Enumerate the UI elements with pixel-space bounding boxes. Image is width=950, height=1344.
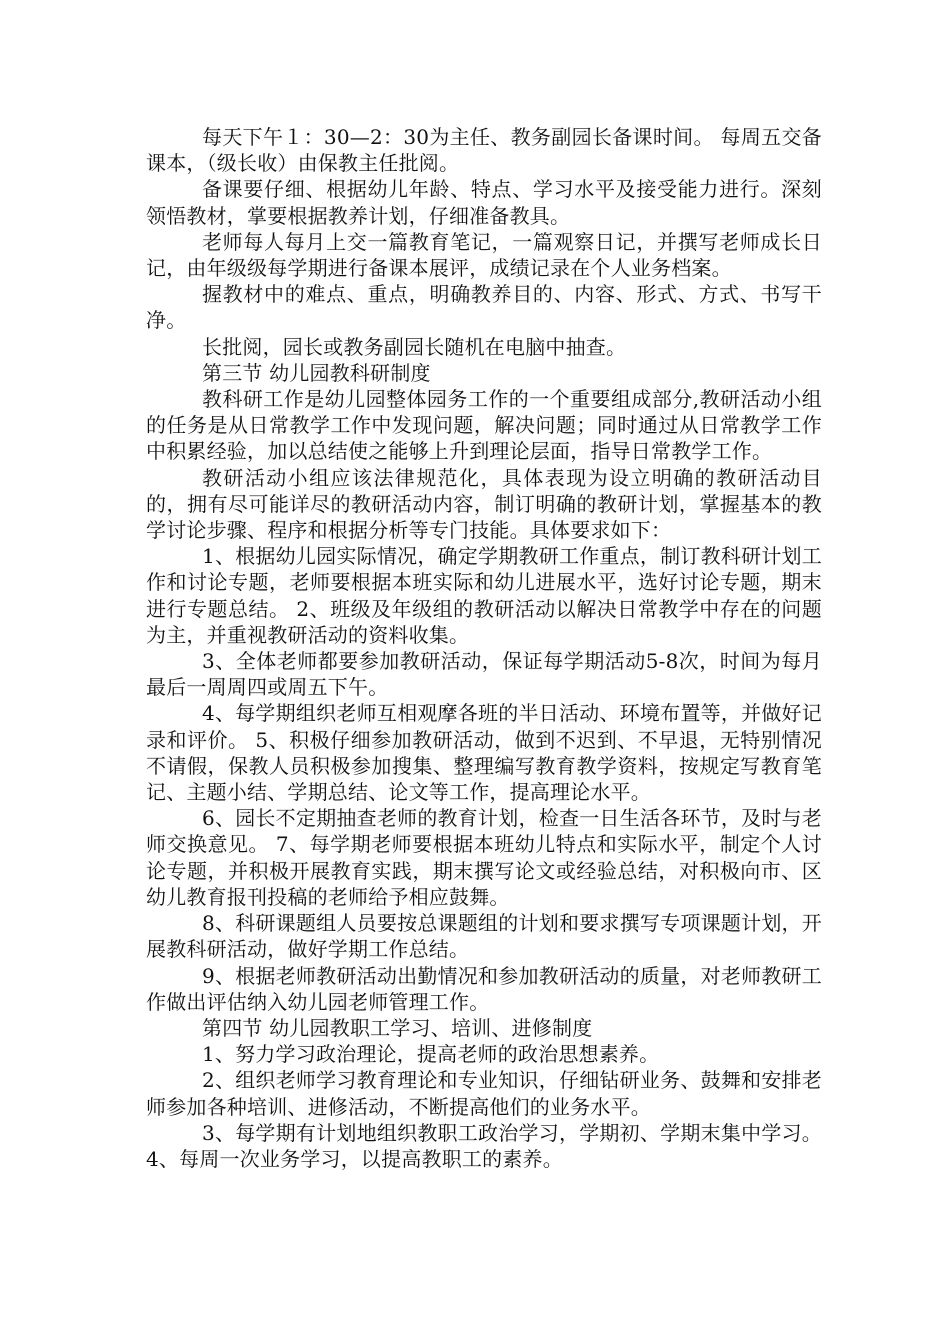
paragraph-review: 长批阅，园长或教务副园长随机在电脑中抽查。: [202, 334, 627, 359]
section-heading-research-system: 第三节 幼儿园教科研制度: [202, 360, 431, 385]
paragraph-teaching-material: 握教材中的难点、重点，明确教养目的、内容、形式、方式、书写干净。: [146, 282, 822, 333]
paragraph-research-group: 教研活动小组应该法律规范化，具体表现为设立明确的教研活动目的，拥有尽可能详尽的教研活动内容，制订明确的教研计划，掌握基本的教学讨论步骤、程序和根据分析等专门技能。具体要求如下：: [146, 465, 822, 543]
list-item-1-2: 1、根据幼儿园实际情况，确定学期教研工作重点，制订教科研计划工作和讨论专题，老师要根据本班实际和幼儿进展水平，选好讨论专题，期末进行专题总结。 2、班级及年级组的教研活动以解决日常教学中存在的问题为主，并重视教研活动的资料收集。: [146, 544, 822, 647]
section-heading-staff-training: 第四节 幼儿园教职工学习、培训、进修制度: [202, 1015, 593, 1040]
training-item-3-4: 3、每学期有计划地组织教职工政治学习，学期初、学期末集中学习。 4、每周一次业务学习，以提高教职工的素养。: [146, 1120, 822, 1171]
list-item-4-5: 4、每学期组织老师互相观摩各班的半日活动、环境布置等，并做好记录和评价。 5、积极仔细参加教研活动，做到不迟到、不早退，无特别情况不请假，保教人员积极参加搜集、整理编写教育教学资料，按规定写教育笔记、主题小结、学期总结、论文等工作，提高理论水平。: [146, 701, 822, 805]
paragraph-lesson-prep-requirements: 备课要仔细、根据幼儿年龄、特点、学习水平及接受能力进行。深刻领悟教材，掌要根据教养计划，仔细准备教具。: [146, 177, 822, 228]
list-item-9: 9、根据老师教研活动出勤情况和参加教研活动的质量，对老师教研工作做出评估纳入幼儿园老师管理工作。: [146, 963, 822, 1014]
document-page: [146, 124, 822, 1172]
list-item-3: 3、全体老师都要参加教研活动，保证每学期活动5-8次，时间为每月最后一周周四或周五下午。: [146, 649, 822, 700]
paragraph-research-intro: 教科研工作是幼儿园整体园务工作的一个重要组成部分,教研活动小组的任务是从日常教学工作中发现问题，解决问题；同时通过从日常教学工作中积累经验，加以总结使之能够上升到理论层面，指导日常教学工作。: [146, 387, 822, 464]
list-item-6-7: 6、园长不定期抽查老师的教育计划，检查一日生活各环节，及时与老师交换意见。 7、每学期老师要根据本班幼儿特点和实际水平，制定个人讨论专题，并积极开展教育实践，期末撰写论文或经验总结，对积极向市、区幼儿教育报刊投稿的老师给予相应鼓舞。: [146, 806, 822, 909]
list-item-8: 8、科研课题组人员要按总课题组的计划和要求撰写专项课题计划，开展教科研活动，做好学期工作总结。: [146, 911, 822, 962]
paragraph-teacher-notes: 老师每人每月上交一篇教育笔记，一篇观察日记，并撰写老师成长日记，由年级级每学期进行备课本展评，成绩记录在个人业务档案。: [146, 229, 822, 281]
paragraph-lesson-prep-time: 每天下午１：30—2：30为主任、教务副园长备课时间。 每周五交备课本，（级长收）由保教主任批阅。: [146, 125, 822, 176]
training-item-1: 1、努力学习政治理论，提高老师的政治思想素养。: [202, 1042, 660, 1067]
training-item-2: 2、组织老师学习教育理论和专业知识，仔细钻研业务、鼓舞和安排老师参加各种培训、进修活动，不断提高他们的业务水平。: [146, 1068, 822, 1119]
